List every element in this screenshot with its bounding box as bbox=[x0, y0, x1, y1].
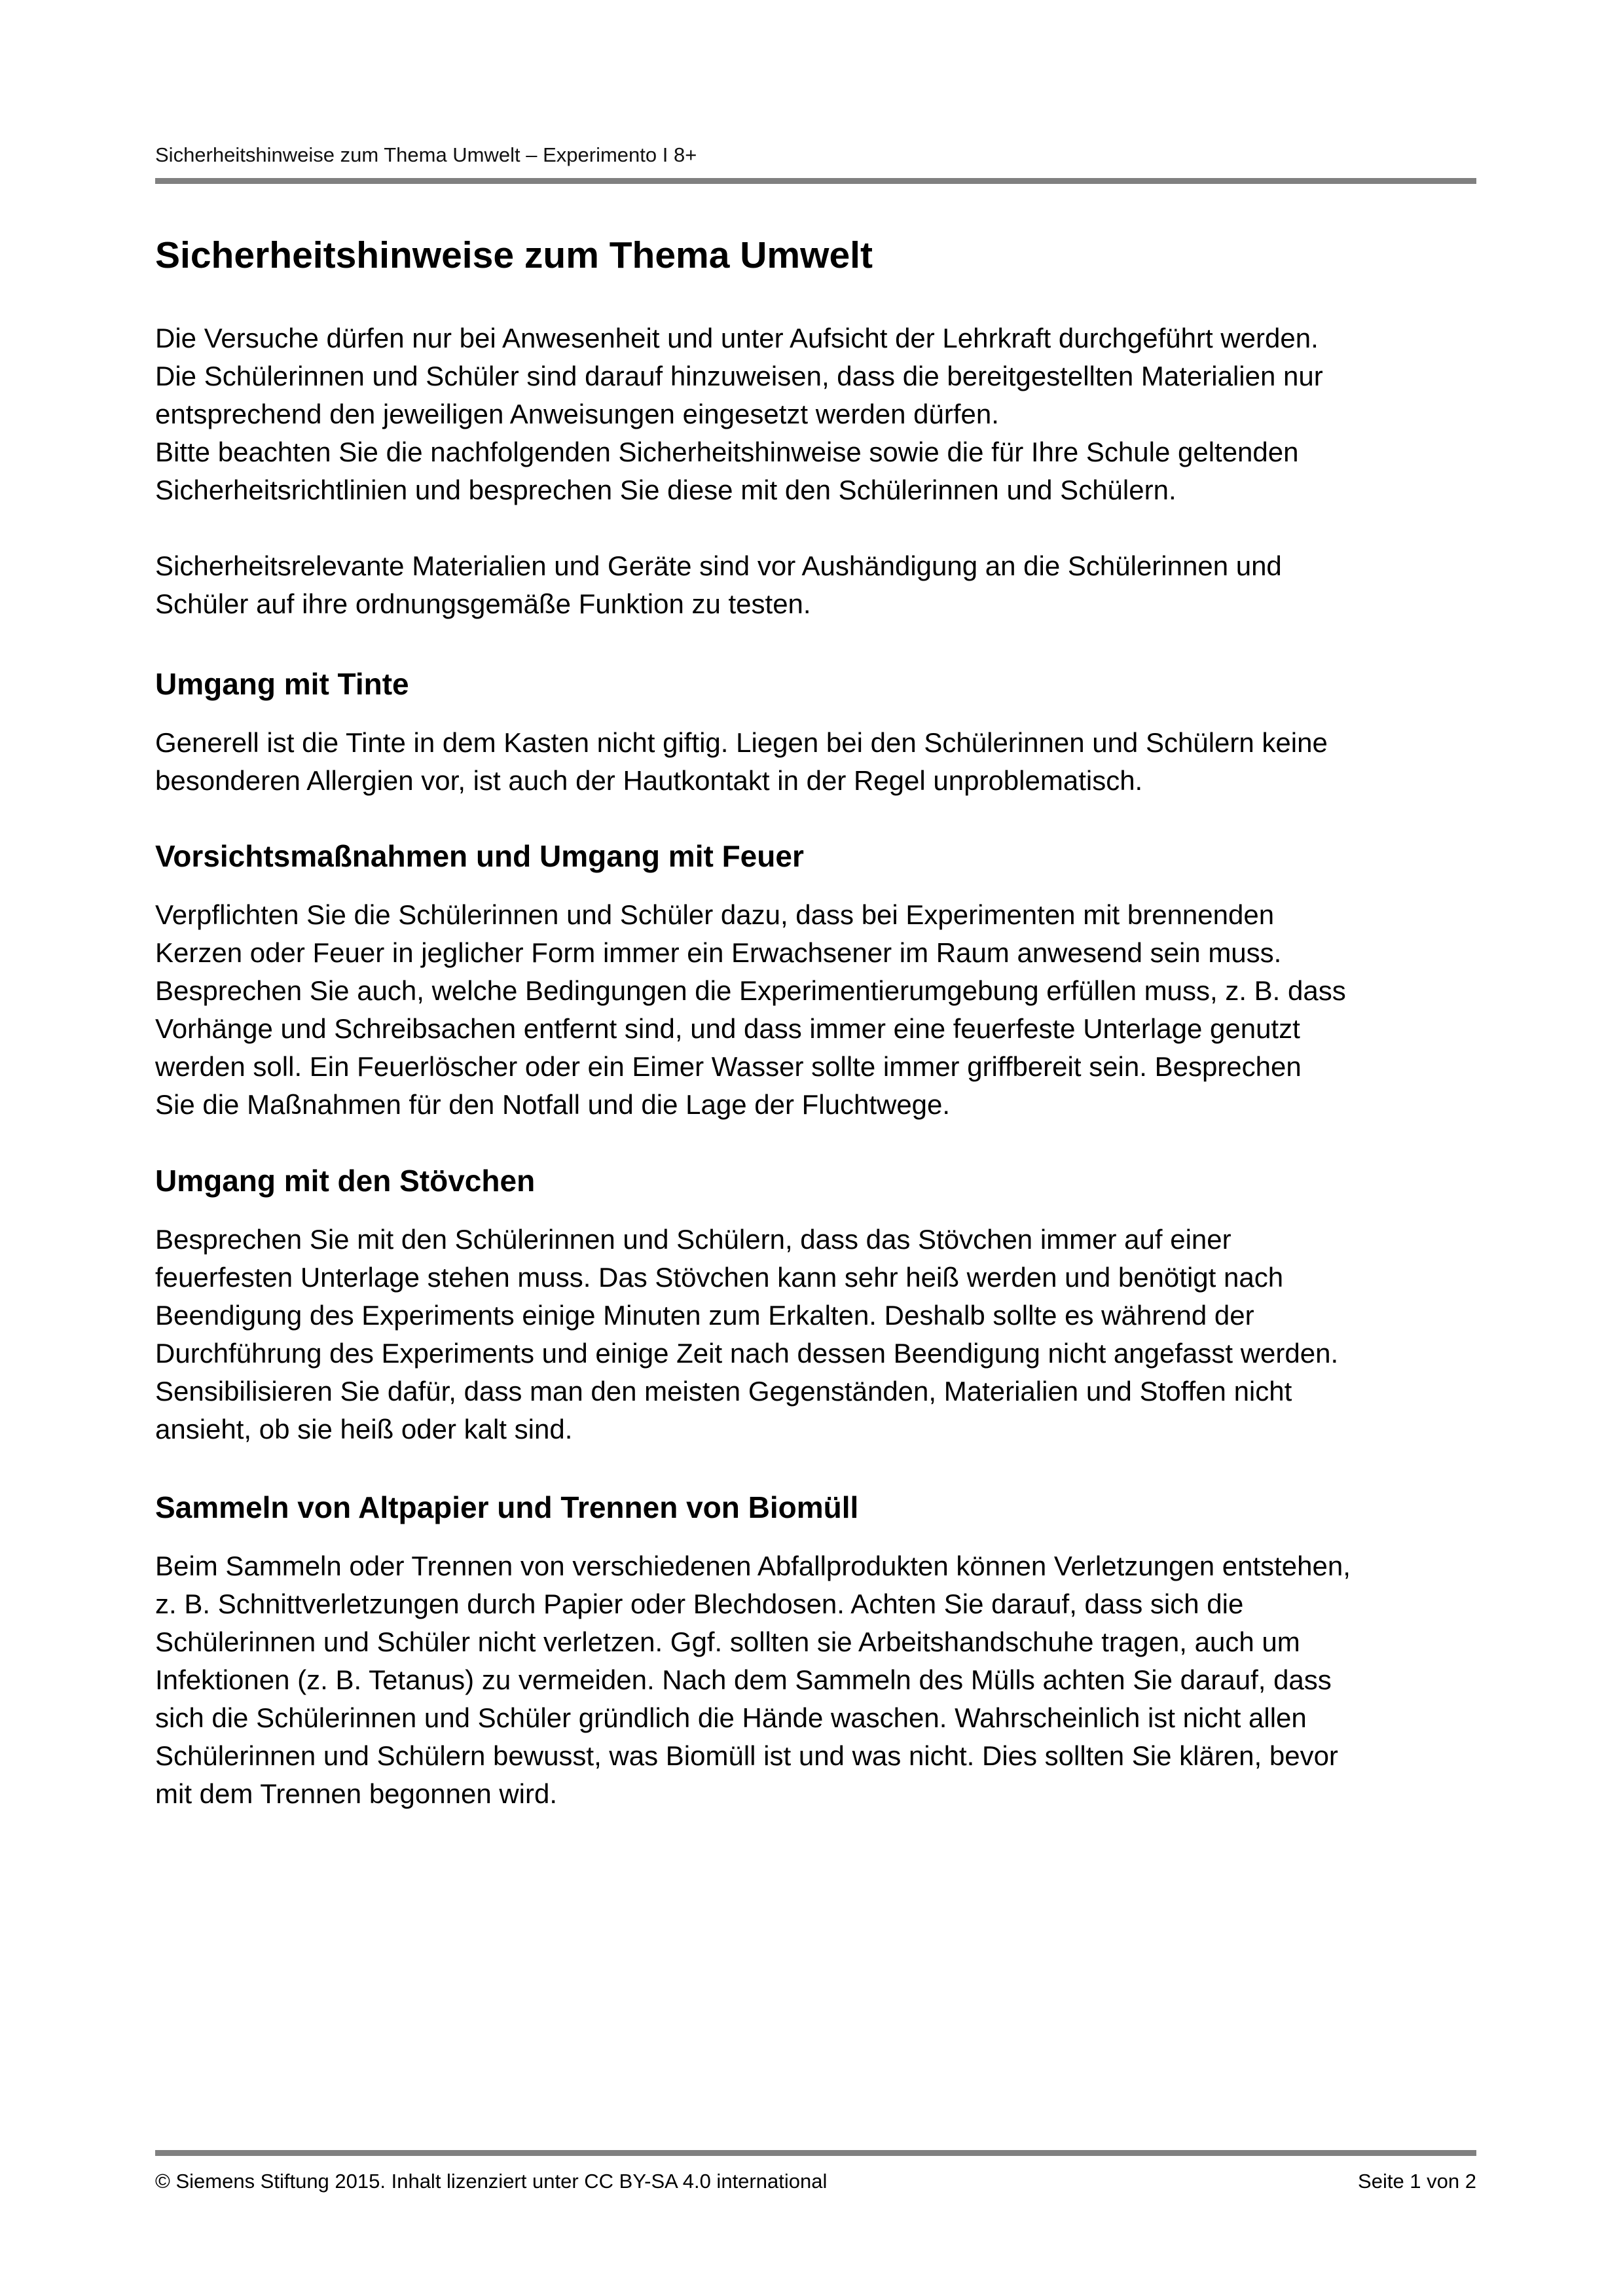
footer-page-number: Seite 1 von 2 bbox=[1358, 2170, 1476, 2193]
text-line: Besprechen Sie mit den Schülerinnen und Schülern, dass das Stövchen immer auf einer bbox=[155, 1224, 1231, 1255]
section-heading-stoevchen: Umgang mit den Stövchen bbox=[155, 1164, 536, 1198]
text-line: Generell ist die Tinte in dem Kasten nicht giftig. Liegen bei den Schülerinnen und Schülern keine bbox=[155, 727, 1328, 758]
section-body-tinte bbox=[155, 724, 1328, 800]
text-line: sich die Schülerinnen und Schüler gründlich die Hände waschen. Wahrscheinlich ist nicht allen bbox=[155, 1702, 1307, 1733]
section-heading-altpapier: Sammeln von Altpapier und Trennen von Biomüll bbox=[155, 1490, 859, 1524]
text-line: Bitte beachten Sie die nachfolgenden Sicherheitshinweise sowie die für Ihre Schule geltenden bbox=[155, 437, 1299, 467]
footer-copyright: © Siemens Stiftung 2015. Inhalt lizenziert unter CC BY-SA 4.0 international bbox=[155, 2170, 828, 2193]
text-line: mit dem Trennen begonnen wird. bbox=[155, 1778, 558, 1809]
text-line: z. B. Schnittverletzungen durch Papier oder Blechdosen. Achten Sie darauf, dass sich die bbox=[155, 1588, 1244, 1619]
text-line: Beendigung des Experiments einige Minuten zum Erkalten. Deshalb sollte es während der bbox=[155, 1300, 1254, 1331]
page-title: Sicherheitshinweise zum Thema Umwelt bbox=[155, 234, 873, 276]
text-line: entsprechend den jeweiligen Anweisungen eingesetzt werden dürfen. bbox=[155, 399, 999, 429]
text-line: Durchführung des Experiments und einige Zeit nach dessen Beendigung nicht angefasst werden. bbox=[155, 1338, 1339, 1369]
text-line: Infektionen (z. B. Tetanus) zu vermeiden. Nach dem Sammeln des Mülls achten Sie darauf, dass bbox=[155, 1664, 1332, 1695]
text-line: Schülerinnen und Schülern bewusst, was Biomüll ist und was nicht. Dies sollten Sie klären, bevor bbox=[155, 1740, 1338, 1771]
text-line: Sie die Maßnahmen für den Notfall und die Lage der Fluchtwege. bbox=[155, 1089, 951, 1120]
section-heading-feuer: Vorsichtsmaßnahmen und Umgang mit Feuer bbox=[155, 839, 804, 873]
text-line: werden soll. Ein Feuerlöscher oder ein Eimer Wasser sollte immer griffbereit sein. Besprechen bbox=[155, 1051, 1302, 1082]
text-line: Kerzen oder Feuer in jeglicher Form immer ein Erwachsener im Raum anwesend sein muss. bbox=[155, 937, 1282, 968]
section-body-stoevchen bbox=[155, 1221, 1338, 1448]
text-line: Beim Sammeln oder Trennen von verschiedenen Abfallprodukten können Verletzungen entstehen, bbox=[155, 1551, 1351, 1581]
text-line: Sicherheitsrelevante Materialien und Geräte sind vor Aushändigung an die Schülerinnen und bbox=[155, 550, 1282, 581]
text-line: Schülerinnen und Schüler nicht verletzen. Ggf. sollten sie Arbeitshandschuhe tragen, auch um bbox=[155, 1626, 1300, 1657]
intro-paragraph-1 bbox=[155, 319, 1323, 509]
section-body-feuer bbox=[155, 896, 1346, 1124]
text-line: besonderen Allergien vor, ist auch der Hautkontakt in der Regel unproblematisch. bbox=[155, 765, 1143, 796]
text-line: Die Versuche dürfen nur bei Anwesenheit und unter Aufsicht der Lehrkraft durchgeführt werden. bbox=[155, 323, 1319, 353]
section-body-altpapier bbox=[155, 1547, 1351, 1813]
header-divider bbox=[155, 178, 1476, 184]
text-line: Besprechen Sie auch, welche Bedingungen die Experimentierumgebung erfüllen muss, z. B. dass bbox=[155, 975, 1346, 1006]
text-line: Die Schülerinnen und Schüler sind darauf hinzuweisen, dass die bereitgestellten Materialien nur bbox=[155, 361, 1323, 391]
text-line: ansieht, ob sie heiß oder kalt sind. bbox=[155, 1414, 573, 1444]
text-line: Schüler auf ihre ordnungsgemäße Funktion zu testen. bbox=[155, 588, 811, 619]
text-line: Verpflichten Sie die Schülerinnen und Schüler dazu, dass bei Experimenten mit brennenden bbox=[155, 899, 1275, 930]
text-line: Sicherheitsrichtlinien und besprechen Sie diese mit den Schülerinnen und Schülern. bbox=[155, 475, 1176, 505]
text-line: feuerfesten Unterlage stehen muss. Das Stövchen kann sehr heiß werden und benötigt nach bbox=[155, 1262, 1284, 1293]
section-heading-tinte: Umgang mit Tinte bbox=[155, 667, 409, 701]
intro-paragraph-2 bbox=[155, 547, 1282, 623]
footer-divider bbox=[155, 2150, 1476, 2156]
text-line: Sensibilisieren Sie dafür, dass man den meisten Gegenständen, Materialien und Stoffen nicht bbox=[155, 1376, 1292, 1407]
text-line: Vorhänge und Schreibsachen entfernt sind, und dass immer eine feuerfeste Unterlage genutzt bbox=[155, 1013, 1300, 1044]
running-header: Sicherheitshinweise zum Thema Umwelt – Experimento I 8+ bbox=[155, 143, 697, 166]
